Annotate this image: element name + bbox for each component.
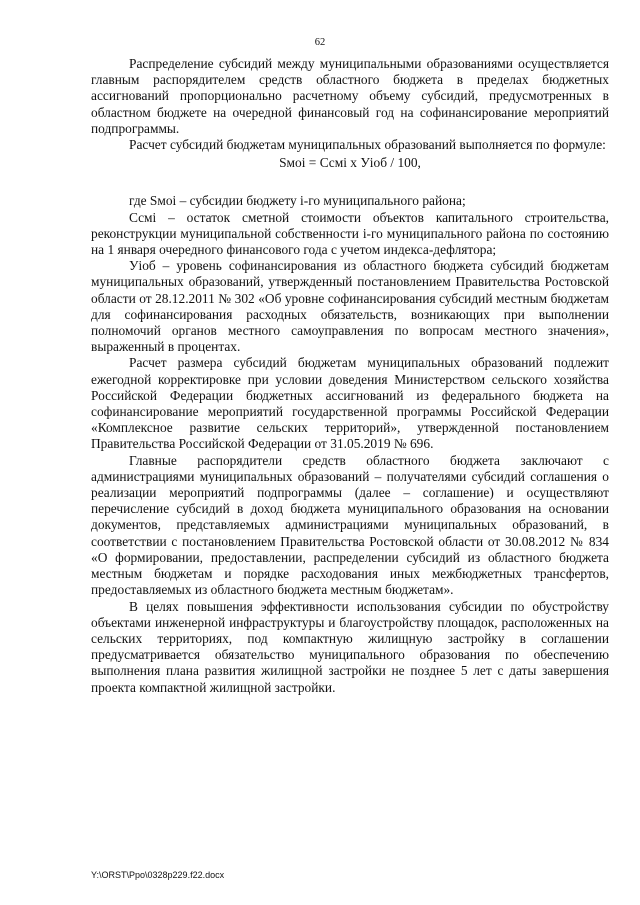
footer-file-path: Y:\ORST\Ppo\0328p229.f22.docx <box>91 870 225 880</box>
paragraph-distribution: Распределение субсидий между муниципальными образованиями осуществляется главным распорядителем средств областного бюджета в пределах бюджетных ассигнований пропорционально расчетному объему субсидий, предусмотренных в областном бюджете на очередной финансовый год на софинансирование мероприятий подпрограммы. <box>91 56 609 136</box>
paragraph-definition-uiob: Уioб – уровень софинансирования из областного бюджета субсидий бюджетам муниципальных образований, утвержденный постановлением Правительства Ростовской области от 28.12.2011 № 302 «Об уровне софинансирования субсидий местным бюджетам для софинансирования расходных обязательств, возникающих при выполнении полномочий органов местного самоуправления по вопросам местного значения», выраженный в процентах. <box>91 258 609 355</box>
formula: Sмоi = Ссмi х Уioб / 100, <box>279 155 421 171</box>
page-number: 62 <box>314 37 326 48</box>
paragraph-formula-intro: Расчет субсидий бюджетам муниципальных образований выполняется по формуле: <box>129 137 606 153</box>
paragraph-definition-ssmi: Ссмi – остаток сметной стоимости объектов капитального строительства, реконструкции муниципальной собственности i-го муниципального района по состоянию на 1 января очередного финансового года с учетом индекса-дефлятора; <box>91 209 609 258</box>
paragraph-efficiency: В целях повышения эффективности использования субсидии по обустройству объектами инженерной инфраструктуры и благоустройству площадок, расположенных на сельских территориях, под компактную жилищную застройку в соглашении предусматривается обязательство муниципального образования по обеспечению выполнения плана развития жилищной застройки не позднее 5 лет с даты завершения проекта компактной жилищной застройки. <box>91 598 609 695</box>
document-body <box>91 56 609 696</box>
paragraph-agreements: Главные распорядители средств областного бюджета заключают с администрациями муниципальных образований – получателями субсидий соглашения о реализации мероприятий подпрограммы (далее – соглашение) и осуществляют перечисление субсидий в доход бюджета муниципального образования на основании документов, представляемых администрациями муниципальных образований, в соответствии с постановлением Правительства Ростовской области от 30.08.2012 № 834 «О формировании, предоставлении, распределении субсидий из областного бюджета местным бюджетам и порядке расходования иных межбюджетных трансфертов, предоставляемых из областного бюджета местным бюджетам». <box>91 452 609 598</box>
paragraph-definition-smoi: где Sмоi – субсидии бюджету i-го муниципального района; <box>129 193 466 209</box>
paragraph-correction: Расчет размера субсидий бюджетам муниципальных образований подлежит ежегодной корректировке при условии доведения Министерством сельского хозяйства Российской Федерации бюджетных ассигнований из федерального бюджета на софинансирование мероприятий государственной программы Российской Федерации «Комплексное развитие сельских территорий», утвержденной постановлением Правительства Российской Федерации от 31.05.2019 № 696. <box>91 355 609 452</box>
